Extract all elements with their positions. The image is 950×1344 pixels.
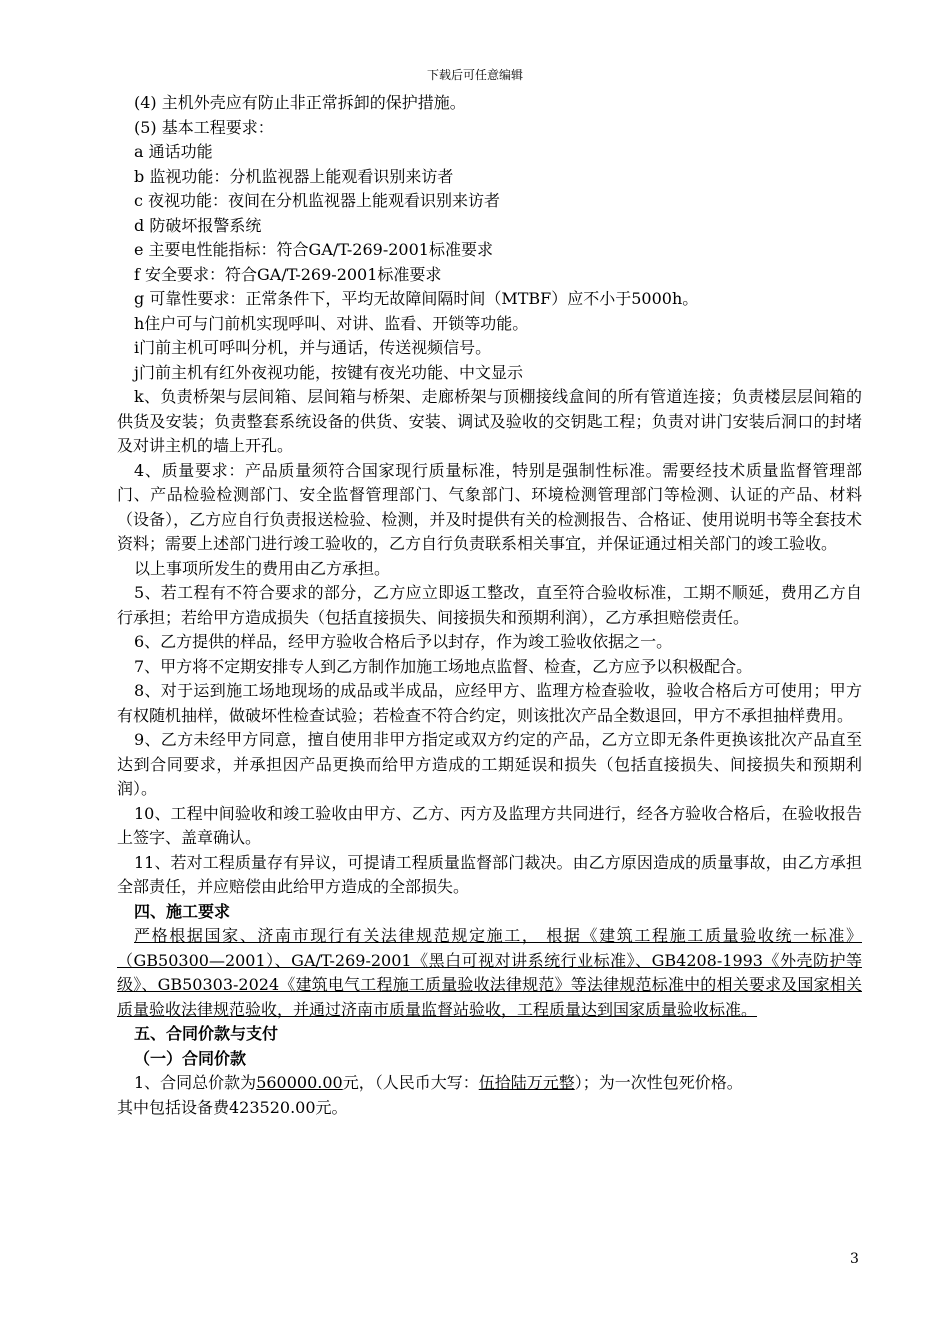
- clause-dispute-paragraph: 11、若对工程质量存有异议，可提请工程质量监督部门裁决。由乙方原因造成的质量事故，由乙方承担全部责任，并应赔偿由此给甲方造成的全部损失。: [117, 852, 862, 896]
- req-item-h: h住户可与门前机实现呼叫、对讲、监看、开锁等功能。: [134, 313, 529, 333]
- req-item-c: c 夜视功能：夜间在分机监视器上能观看识别来访者: [134, 191, 501, 210]
- section-4-heading: 四、施工要求: [134, 901, 231, 921]
- req-item-f: f 安全要求：符合GA/T-269-2001标准要求: [134, 264, 442, 284]
- req-item-i: i门前主机可呼叫分机，并与通话，传送视频信号。: [134, 338, 492, 357]
- equipment-fee-line: 其中包括设备费423520.00元。: [117, 1097, 348, 1117]
- req-item-a: a 通话功能: [134, 142, 213, 161]
- clause-unauthorized-products-paragraph: 9、乙方未经甲方同意，擅自使用非甲方指定或双方约定的产品，乙方立即无条件更换该批次产品直至达到合同要求，并承担因产品更换而给甲方造成的工期延误和损失（包括直接损失、间接损失和预期利润）。: [117, 730, 862, 798]
- clause-supervision-paragraph: 7、甲方将不定期安排专人到乙方制作加施工场地点监督、检查，乙方应予以积极配合。: [134, 656, 753, 676]
- document-body: [117, 91, 862, 1120]
- contract-amount: 560000.00: [256, 1073, 343, 1092]
- clause-4-line: (4) 主机外壳应有防止非正常拆卸的保护措施。: [134, 93, 466, 112]
- cost-bearing-note: 以上事项所发生的费用由乙方承担。: [134, 558, 391, 578]
- construction-requirements-text: 严格根据国家、济南市现行有关法律规范规定施工， 根据《建筑工程施工质量验收统一标准》（GB50300—2001）、GA/T-269-2001《黑白可视对讲系统行业标准》、GB4208-1993《外壳防护等级》、GB50303-2024《建筑电气工程施工质量验收法律规范》等法律规范标准中的相关要求及国家相关质量验收法律规范验收，并通过济南市质量监督站验收，工程质量达到国家质量验收标准。: [117, 926, 862, 1019]
- clause-samples-paragraph: 6、乙方提供的样品，经甲方验收合格后予以封存，作为竣工验收依据之一。: [134, 632, 673, 651]
- clause-5-line: (5) 基本工程要求：: [134, 117, 274, 137]
- page-header: 下载后可任意编辑: [426, 68, 523, 82]
- clause-rework-paragraph: 5、若工程有不符合要求的部分，乙方应立即返工整改，直至符合验收标准，工期不顺延，费用乙方自行承担；若给甲方造成损失（包括直接损失、间接损失和预期利润），乙方承担赔偿责任。: [117, 583, 862, 627]
- clause-acceptance-paragraph: 10、工程中间验收和竣工验收由甲方、乙方、丙方及监理方共同进行，经各方验收合格后，在验收报告上签字、盖章确认。: [117, 803, 862, 847]
- req-item-d: d 防破坏报警系统: [134, 215, 262, 235]
- req-item-k: k、负责桥架与层间箱、层间箱与桥架、走廊桥架与顶棚接线盒间的所有管道连接；负责楼层层间箱的供货及安装；负责整套系统设备的供货、安装、调试及验收的交钥匙工程；负责对讲门安装后洞口的封堵及对讲主机的墙上开孔。: [117, 387, 862, 455]
- contract-price-prefix: 1、合同总价款为: [134, 1073, 257, 1092]
- section-5-heading: 五、合同价款与支付: [134, 1024, 279, 1043]
- page-number: 3: [850, 1251, 859, 1267]
- req-item-b: b 监视功能：分机监视器上能观看识别来访者: [134, 166, 454, 186]
- req-item-j: j门前主机有红外夜视功能，按键有夜光功能、中文显示: [134, 362, 523, 382]
- contract-price-mid: 元，（人民币大写：: [342, 1073, 479, 1092]
- contract-price-suffix: ）；为一次性包死价格。: [574, 1073, 743, 1092]
- clause-inspection-paragraph: 8、对于运到施工场地现场的成品或半成品，应经甲方、监理方检查验收，验收合格后方可使用；甲方有权随机抽样，做破坏性检查试验；若检查不符合约定，则该批次产品全数退回，甲方不承担抽样费用。: [117, 681, 862, 725]
- req-item-g: g 可靠性要求：正常条件下，平均无故障间隔时间（MTBF）应不小于5000h。: [134, 289, 699, 308]
- contract-price-subheading: （一）合同价款: [134, 1048, 247, 1068]
- req-item-e: e 主要电性能指标：符合GA/T-269-2001标准要求: [134, 240, 493, 259]
- quality-requirement-paragraph: 4、质量要求：产品质量须符合国家现行质量标准，特别是强制性标准。需要经技术质量监督管理部门、产品检验检测部门、安全监督管理部门、气象部门、环境检测管理部门等检测、认证的产品、材料（设备），乙方应自行负责报送检验、检测，并及时提供有关的检测报告、合格证、使用说明书等全套技术资料；需要上述部门进行竣工验收的，乙方自行负责联系相关事宜，并保证通过相关部门的竣工验收。: [117, 460, 862, 553]
- contract-price-line: [117, 1071, 862, 1096]
- contract-amount-words: 伍拾陆万元整: [478, 1073, 575, 1092]
